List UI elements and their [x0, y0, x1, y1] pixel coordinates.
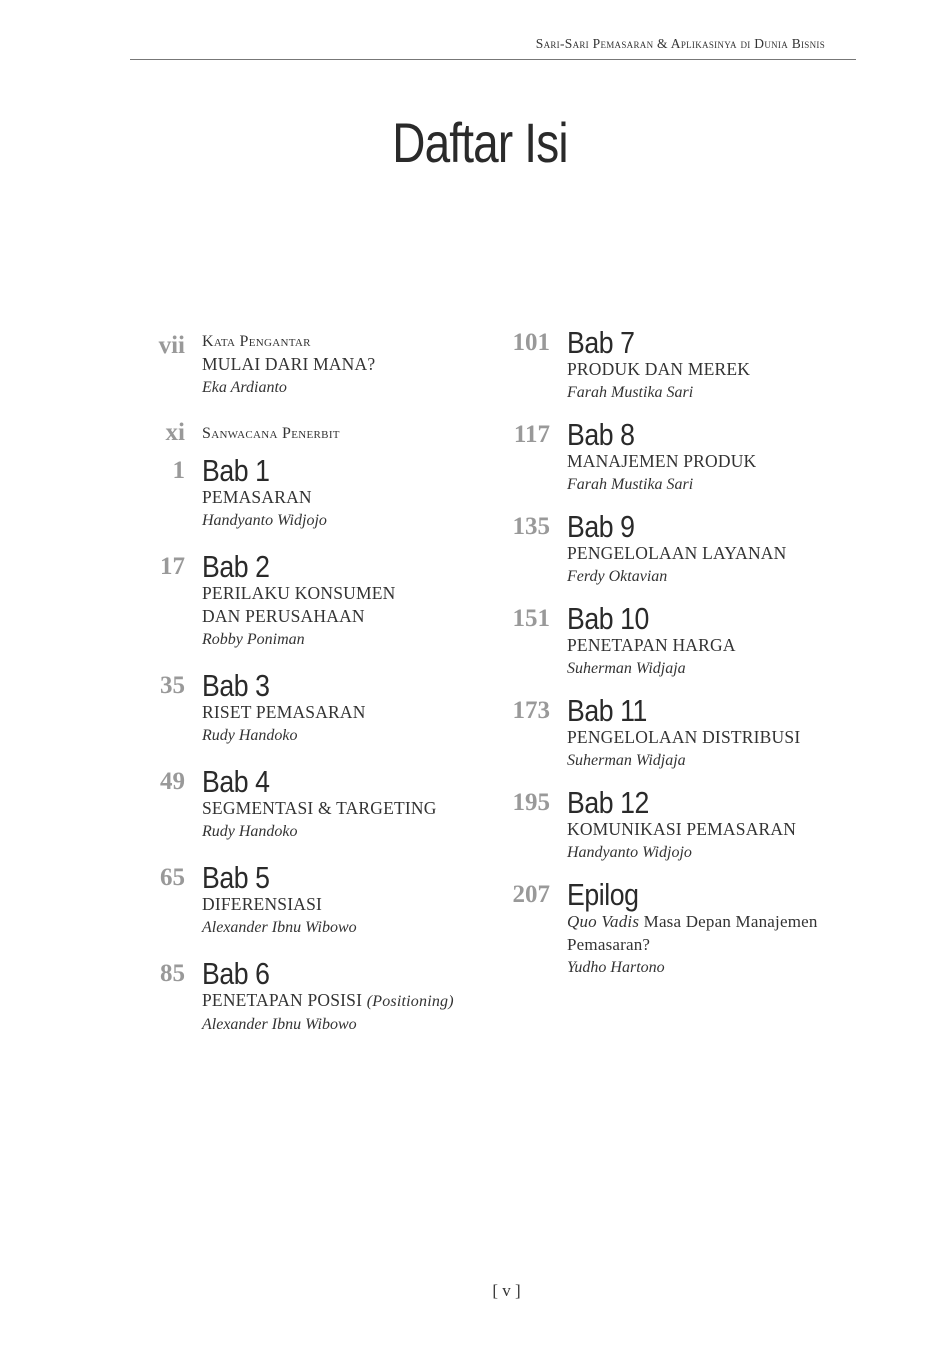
- toc-entry-author: Rudy Handoko: [202, 823, 298, 840]
- toc-entry-epilog[interactable]: [500, 879, 860, 979]
- toc-entry-title: PENETAPAN HARGA: [567, 635, 736, 655]
- toc-page-number: 85: [160, 960, 185, 987]
- toc-entry-title: PEMASARAN: [202, 487, 312, 507]
- toc-entry-bab-2[interactable]: [140, 551, 480, 651]
- toc-entry-title: MANAJEMEN PRODUK: [567, 451, 757, 471]
- toc-chapter-heading: Bab 7: [567, 325, 635, 360]
- toc-entry-bab-9[interactable]: [500, 511, 860, 588]
- toc-page-number: 195: [512, 789, 550, 816]
- running-head: Sari-Sari Pemasaran & Aplikasinya di Dunia Bisnis: [535, 36, 825, 51]
- toc-entry-author: Eka Ardianto: [202, 379, 287, 396]
- toc-entry-title-italic: Quo Vadis: [567, 912, 640, 931]
- toc-entry-title: PENGELOLAAN LAYANAN: [567, 543, 787, 563]
- toc-entry-bab-11[interactable]: [500, 695, 860, 772]
- toc-entry-author: Farah Mustika Sari: [567, 476, 694, 493]
- toc-entry-bab-12[interactable]: [500, 787, 860, 864]
- toc-entry-bab-8[interactable]: [500, 419, 860, 496]
- toc-entry-author: Suherman Widjaja: [567, 660, 686, 677]
- toc-entry-title: PRODUK DAN MEREK: [567, 359, 751, 379]
- toc-entry-author: Alexander Ibnu Wibowo: [202, 1016, 357, 1033]
- toc-page-number: 151: [512, 605, 550, 632]
- toc-section-label: Sanwacana Penerbit: [202, 425, 340, 442]
- toc-entry-author: Robby Poniman: [202, 631, 305, 648]
- toc-chapter-heading: Epilog: [567, 877, 639, 912]
- toc-entry-bab-5[interactable]: [140, 862, 480, 939]
- toc-right-column: [500, 327, 860, 979]
- toc-page-number: 173: [512, 697, 550, 724]
- toc-entry-author: Handyanto Widjojo: [202, 512, 327, 529]
- toc-entry-bab-1[interactable]: [140, 455, 480, 532]
- toc-page-number: 65: [160, 864, 185, 891]
- toc-chapter-heading: Bab 4: [202, 764, 270, 799]
- toc-entry-title-main: PENETAPAN POSISI: [202, 990, 363, 1010]
- toc-entry-author: Yudho Hartono: [567, 959, 665, 976]
- toc-entry-author: Suherman Widjaja: [567, 752, 686, 769]
- toc-entry-title: KOMUNIKASI PEMASARAN: [567, 819, 797, 839]
- toc-chapter-heading: Bab 9: [567, 509, 635, 544]
- toc-chapter-heading: Bab 2: [202, 549, 270, 584]
- toc-left-column: [140, 330, 480, 1036]
- toc-entry-title: PENGELOLAAN DISTRIBUSI: [567, 727, 801, 747]
- toc-chapter-heading: Bab 6: [202, 956, 270, 991]
- toc-entry-title: RISET PEMASARAN: [202, 702, 366, 722]
- toc-entry-title: [202, 989, 454, 1013]
- toc-entry-bab-3[interactable]: [140, 670, 480, 747]
- toc-entry-bab-10[interactable]: [500, 603, 860, 680]
- toc-entry-author: Rudy Handoko: [202, 727, 298, 744]
- toc-entry-title: SEGMENTASI & TARGETING: [202, 798, 437, 818]
- toc-page-number: 117: [513, 421, 550, 448]
- toc-entry-bab-4[interactable]: [140, 766, 480, 843]
- toc-entry-author: Farah Mustika Sari: [567, 384, 694, 401]
- toc-chapter-heading: Bab 5: [202, 860, 270, 895]
- toc-entry-title: PERILAKU KONSUMEN: [202, 583, 396, 603]
- toc-page-number: 207: [512, 881, 550, 908]
- toc-chapter-heading: Bab 8: [567, 417, 635, 452]
- toc-entry-sanwacana[interactable]: [140, 419, 480, 447]
- toc-chapter-heading: Bab 11: [567, 693, 647, 728]
- toc-entry-title: MULAI DARI MANA?: [202, 354, 376, 374]
- toc-entry-title: DIFERENSIASI: [202, 894, 323, 914]
- header-rule: [130, 59, 856, 60]
- toc-entry-title: [567, 910, 818, 933]
- toc-entry-title-line-2: DAN PERUSAHAAN: [202, 606, 365, 626]
- toc-chapter-heading: Bab 10: [567, 601, 649, 636]
- toc-entry-kata-pengantar[interactable]: [140, 330, 480, 399]
- toc-page-number: 1: [172, 457, 185, 484]
- toc-entry-author: Alexander Ibnu Wibowo: [202, 919, 357, 936]
- toc-entry-author: Ferdy Oktavian: [567, 568, 668, 585]
- toc-page-number: 49: [160, 768, 185, 795]
- toc-chapter-heading: Bab 3: [202, 668, 270, 703]
- toc-entry-bab-6[interactable]: [140, 958, 480, 1036]
- toc-page-number: xi: [165, 419, 185, 446]
- page-number: [ v ]: [492, 1281, 521, 1300]
- toc-entry-bab-7[interactable]: [500, 327, 860, 404]
- toc-entry-title-main: Masa Depan Manajemen: [643, 912, 818, 931]
- toc-page-number: 135: [512, 513, 550, 540]
- toc-page-number: 17: [160, 553, 185, 580]
- toc-entry-title-italic: (Positioning): [366, 993, 454, 1010]
- toc-page-number: 101: [512, 329, 550, 356]
- toc-section-label: Kata Pengantar: [202, 333, 311, 350]
- toc-page-number: vii: [158, 332, 185, 359]
- toc-entry-author: Handyanto Widjojo: [567, 844, 692, 861]
- toc-entry-title-line-2: Pemasaran?: [567, 935, 651, 954]
- toc-chapter-heading: Bab 1: [202, 453, 270, 488]
- toc-page-number: 35: [160, 672, 185, 699]
- toc-chapter-heading: Bab 12: [567, 785, 649, 820]
- page-title: Daftar Isi: [392, 111, 568, 174]
